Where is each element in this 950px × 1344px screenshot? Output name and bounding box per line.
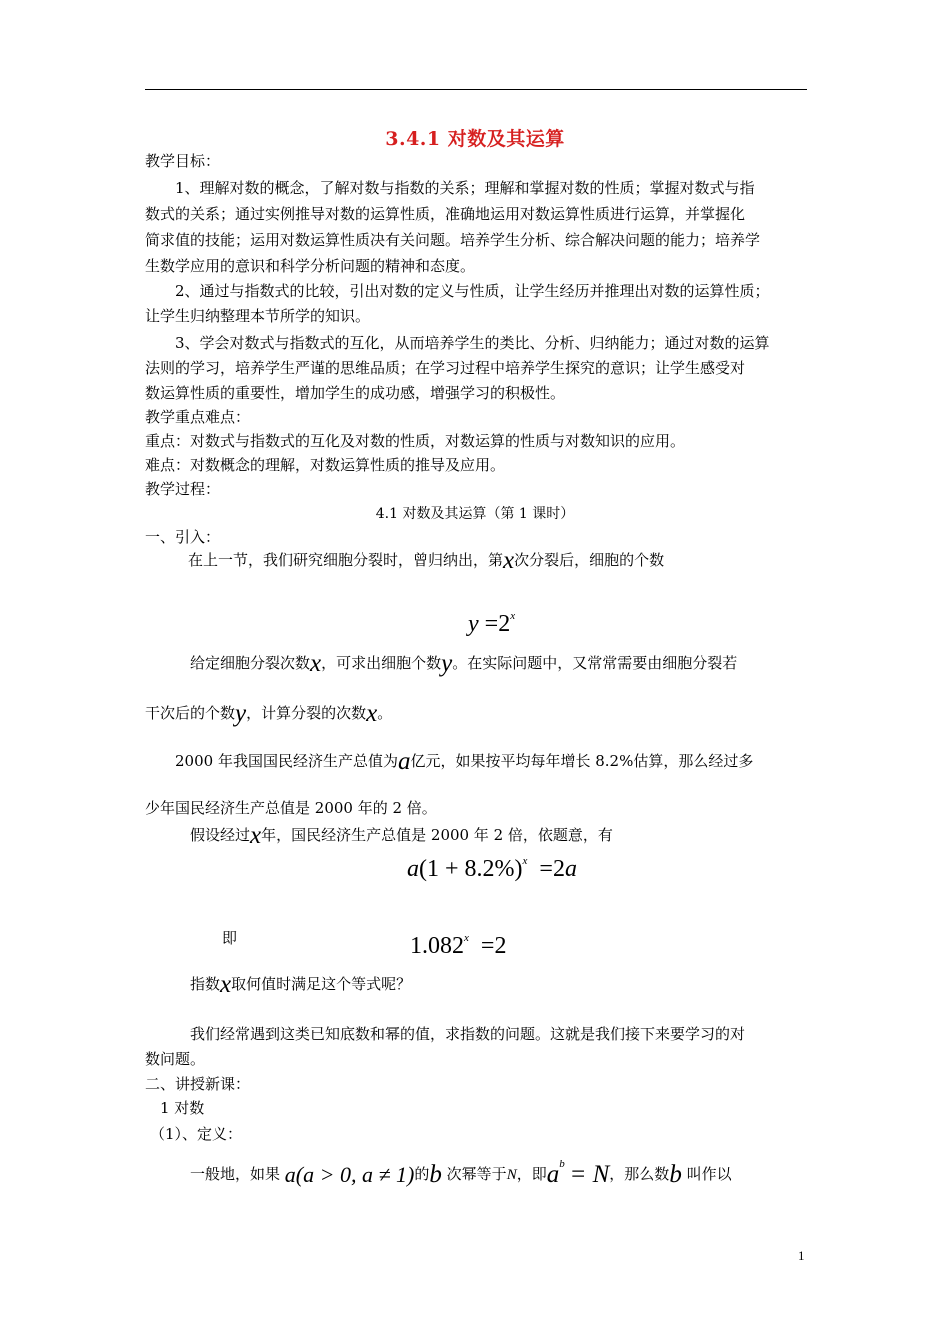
key-heading: 教学重点难点： bbox=[145, 408, 251, 426]
process-heading: 教学过程： bbox=[145, 480, 221, 498]
page-number: 1 bbox=[798, 1248, 805, 1263]
key-difficulty: 难点：对数概念的理解，对数运算性质的推导及应用。 bbox=[145, 456, 506, 474]
lesson-subtitle: 4.1 对数及其运算（第 1 课时） bbox=[375, 506, 575, 522]
goal-1-line-3: 简求值的技能；运用对数运算性质决有关问题。培养学生分析、综合解决问题的能力；培养学 bbox=[145, 231, 761, 249]
newlesson-heading: 二、讲授新课： bbox=[145, 1075, 251, 1093]
intro-para-8-line-2: 数问题。 bbox=[145, 1050, 206, 1068]
goal-2-line-1: 2、通过与指数式的比较，引出对数的定义与性质，让学生经历并推理出对数的运算性质； bbox=[175, 282, 770, 300]
goals-heading: 教学目标： bbox=[145, 152, 221, 170]
goal-2-line-2: 让学生归纳整理本节所学的知识。 bbox=[145, 307, 371, 325]
ji-label: 即 bbox=[222, 929, 238, 947]
goal-3-line-1: 3、学会对数式与指数式的互化，从而培养学生的类比、分析、归纳能力；通过对数的运算 bbox=[175, 334, 770, 352]
intro-para-1: 在上一节，我们研究细胞分裂时，曾归纳出，第x次分裂后，细胞的个数 bbox=[188, 547, 665, 574]
intro-para-7: 指数x取何值时满足这个等式呢？ bbox=[190, 971, 412, 998]
intro-para-5: 少年国民经济生产总值是 2000 年的 2 倍。 bbox=[145, 799, 437, 817]
intro-para-4: 2000 年我国国民经济生产总值为a亿元，如果按平均每年增长 8.2%估算，那么经过多 bbox=[175, 748, 754, 775]
goal-1-line-1: 1、理解对数的概念，了解对数与指数的关系；理解和掌握对数的性质；掌握对数式与指 bbox=[175, 179, 755, 197]
goal-3-line-3: 数运算性质的重要性，增加学生的成功感，增强学习的积极性。 bbox=[145, 384, 566, 402]
intro-para-2: 给定细胞分裂次数x，可求出细胞个数y。在实际问题中，又常常需要由细胞分裂若 bbox=[190, 650, 738, 677]
section-logarithm: 1 对数 bbox=[160, 1099, 205, 1117]
intro-heading: 一、引入： bbox=[145, 528, 221, 546]
intro-para-8-line-1: 我们经常遇到这类已知底数和幂的值，求指数的问题。这就是我们接下来要学习的对 bbox=[190, 1025, 746, 1043]
goal-3-line-2: 法则的学习，培养学生严谨的思维品质；在学习过程中培养学生探究的意识；让学生感受对 bbox=[145, 359, 746, 377]
section-definition: （1）、定义： bbox=[150, 1125, 243, 1143]
page-title: 3.4.1 对数及其运算 bbox=[385, 128, 565, 150]
goal-1-line-4: 生数学应用的意识和科学分析问题的精神和态度。 bbox=[145, 257, 476, 275]
key-focus: 重点：对数式与指数式的互化及对数的性质，对数运算的性质与对数知识的应用。 bbox=[145, 432, 686, 450]
intro-para-3: 干次后的个数y，计算分裂的次数x。 bbox=[145, 700, 393, 727]
header-rule bbox=[145, 89, 807, 90]
intro-para-6: 假设经过x年，国民经济生产总值是 2000 年 2 倍，依题意，有 bbox=[190, 822, 613, 849]
equation-cell-division: $y =2^x$ bbox=[468, 610, 516, 637]
equation-gdp-growth: $a(1 + 8.2\%)^x =2a$ bbox=[407, 855, 577, 882]
equation-exponent: 1.082$^x$ =2 bbox=[410, 932, 507, 959]
goal-1-line-2: 数式的关系；通过实例推导对数的运算性质，准确地运用对数运算性质进行运算，并掌握化 bbox=[145, 205, 746, 223]
definition-line: 一般地，如果 a(a > 0, a ≠ 1)的b 次幂等于N，即$a^b = N$，那么数b 叫作以 bbox=[190, 1158, 732, 1188]
